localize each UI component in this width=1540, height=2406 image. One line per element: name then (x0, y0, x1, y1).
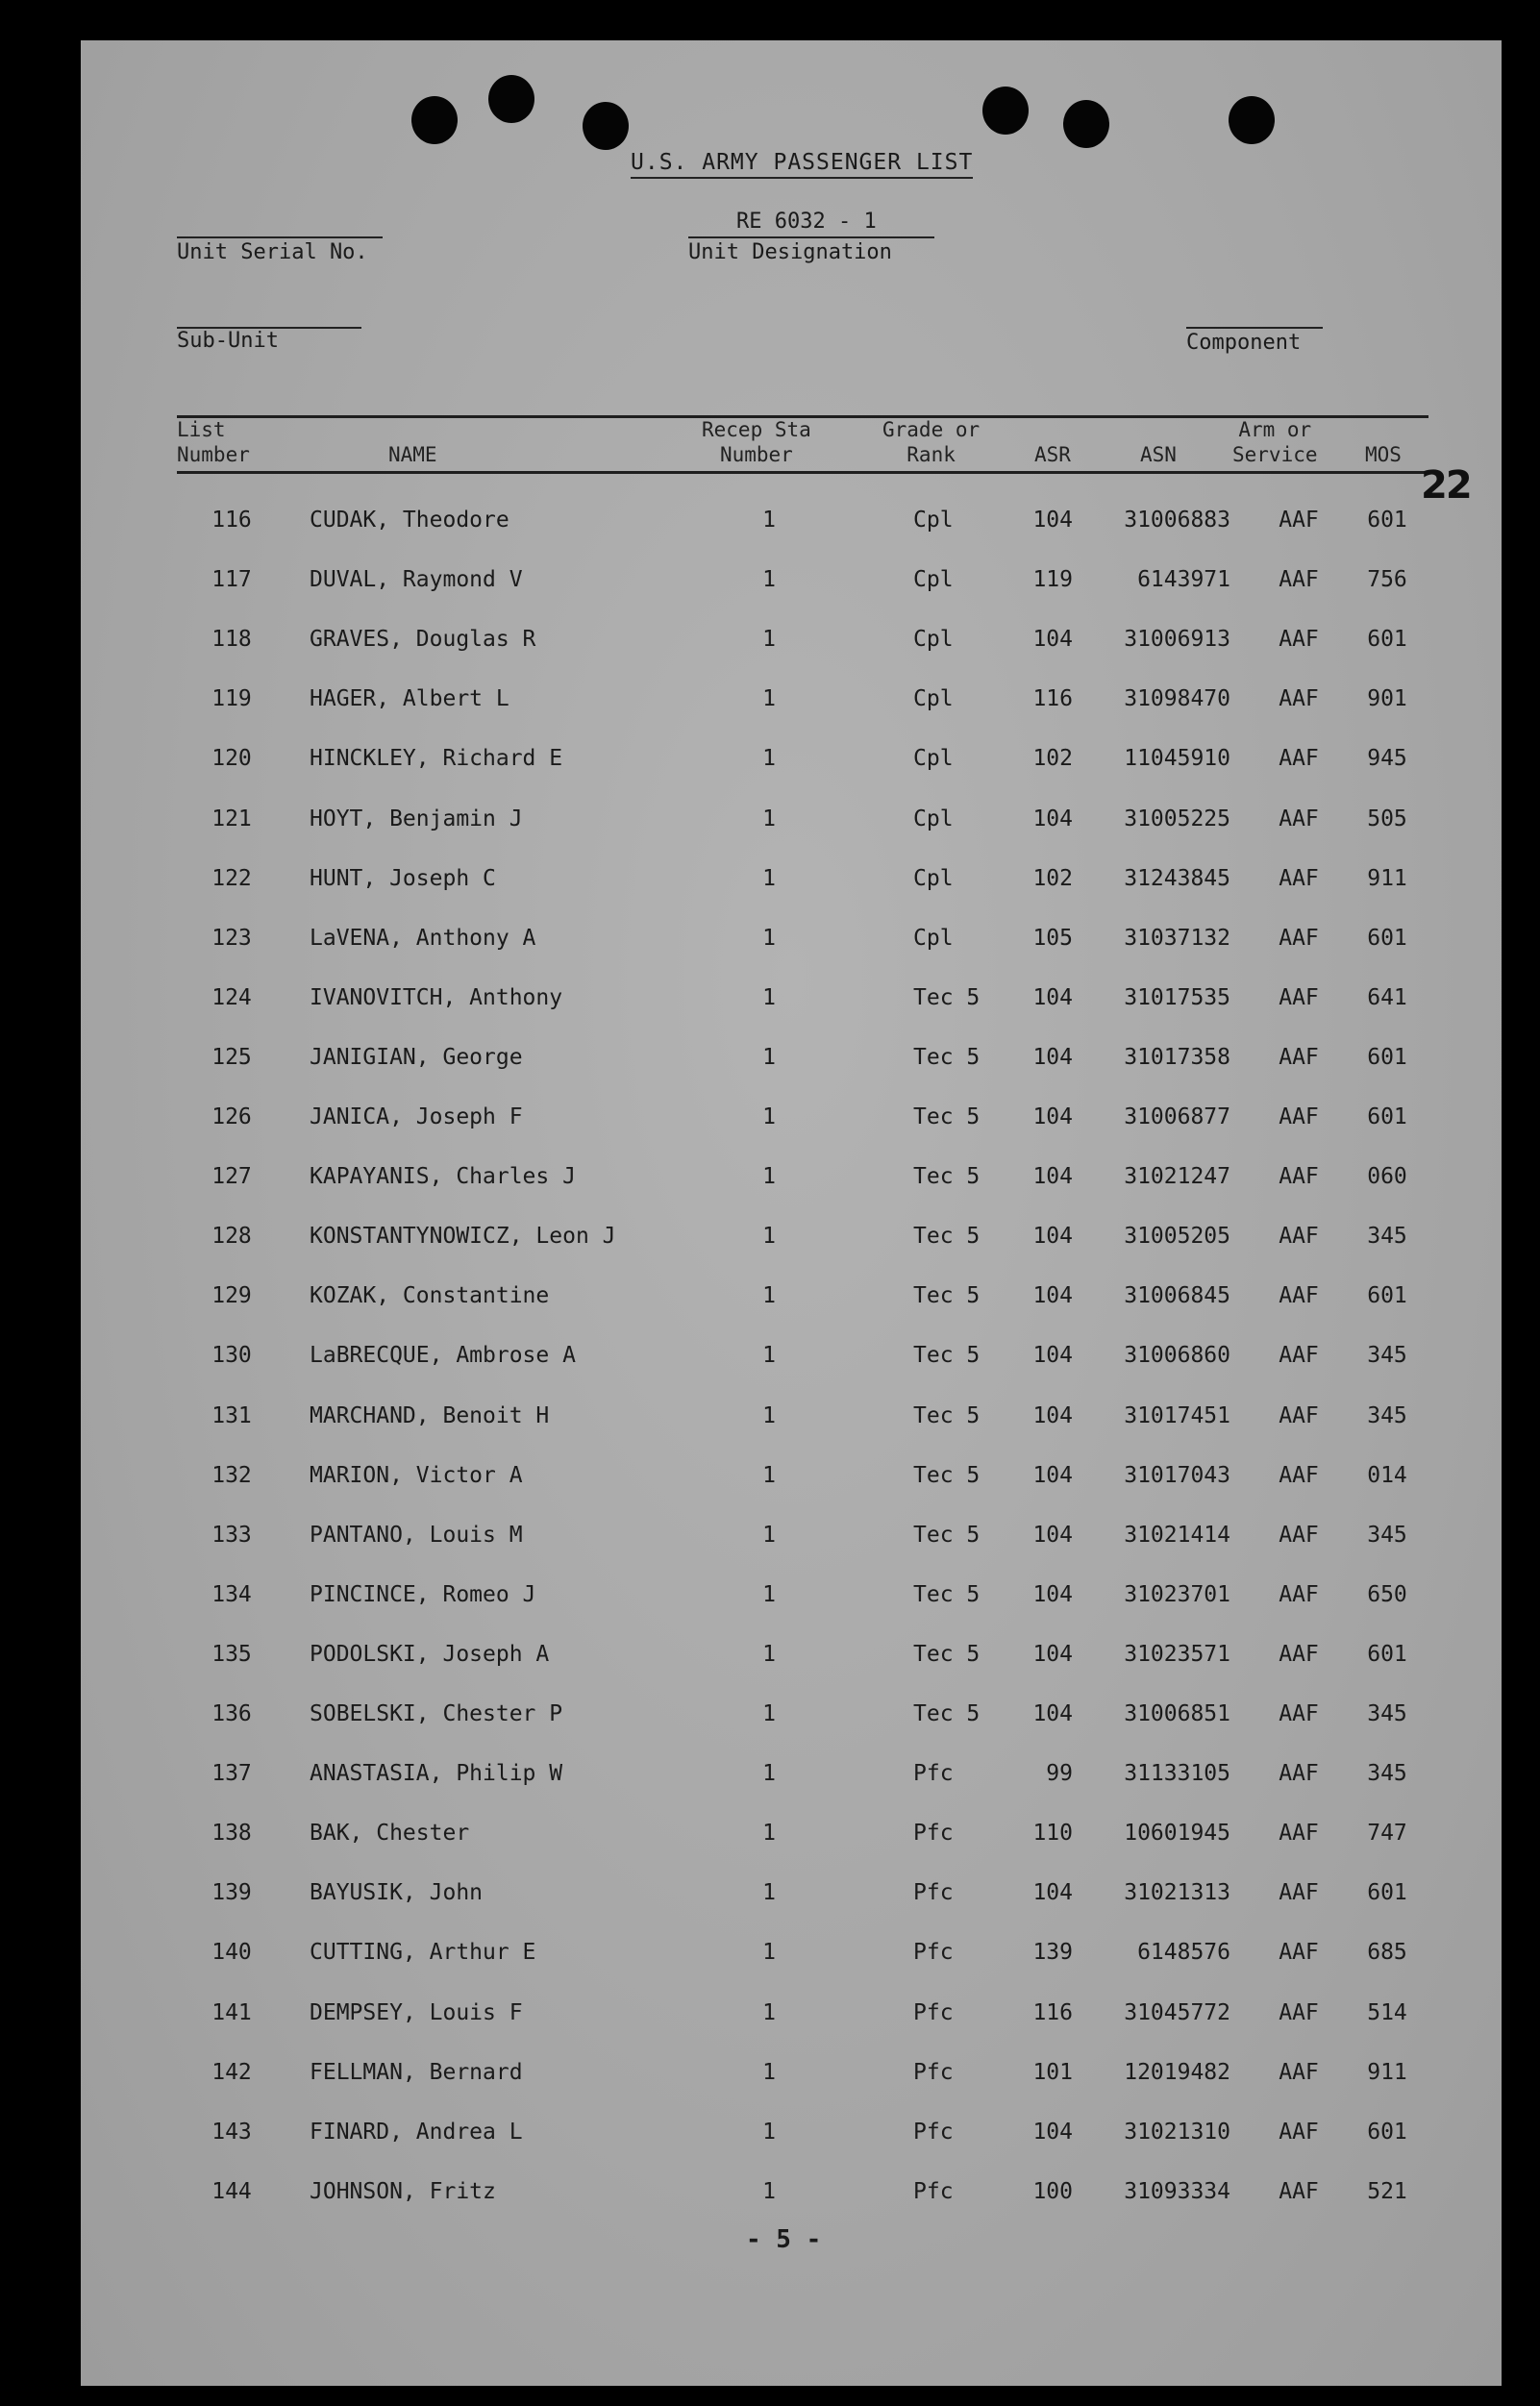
table-row (0, 2113, 1540, 2151)
row-recep-sta: 1 (762, 508, 776, 533)
row-name: FINARD, Andrea L (310, 2119, 523, 2145)
table-row (0, 501, 1540, 539)
row-asr: 104 (1032, 2119, 1073, 2145)
row-recep-sta: 1 (762, 1104, 776, 1129)
row-list-number: 120 (211, 746, 252, 772)
col-header-name: NAME (388, 443, 437, 466)
row-asn: 31021414 (1124, 1522, 1230, 1548)
row-asn: 31005205 (1124, 1224, 1230, 1250)
row-list-number: 128 (211, 1224, 252, 1250)
row-arm-service: AAF (1279, 1104, 1319, 1129)
row-mos: 601 (1367, 1283, 1407, 1309)
row-list-number: 135 (211, 1641, 252, 1667)
row-name: PANTANO, Louis M (310, 1522, 523, 1548)
row-asr: 104 (1032, 1880, 1073, 1906)
row-list-number: 122 (211, 865, 252, 891)
row-arm-service: AAF (1279, 1701, 1319, 1726)
row-grade: Tec 5 (913, 1462, 981, 1488)
row-asr: 104 (1032, 1581, 1073, 1607)
header-bottom-rule (177, 471, 1428, 474)
row-mos: 911 (1367, 865, 1407, 891)
row-asr: 102 (1032, 746, 1073, 772)
table-row (0, 680, 1540, 718)
table-row (0, 739, 1540, 778)
row-name: LaVENA, Anthony A (310, 925, 536, 951)
row-recep-sta: 1 (762, 925, 776, 951)
row-grade: Tec 5 (913, 1224, 981, 1250)
row-recep-sta: 1 (762, 1701, 776, 1726)
row-name: ANASTASIA, Philip W (310, 1761, 563, 1787)
row-asr: 104 (1032, 1641, 1073, 1667)
row-grade: Tec 5 (913, 1581, 981, 1607)
row-recep-sta: 1 (762, 686, 776, 712)
row-asr: 139 (1032, 1940, 1073, 1966)
unit-designation-value: RE 6032 - 1 (736, 210, 877, 234)
table-row (0, 620, 1540, 658)
row-mos: 601 (1367, 1104, 1407, 1129)
row-asn: 31133105 (1124, 1761, 1230, 1787)
row-grade: Pfc (913, 1940, 954, 1966)
row-list-number: 133 (211, 1522, 252, 1548)
punch-hole (1229, 96, 1275, 144)
punch-hole (411, 96, 458, 144)
row-asr: 104 (1032, 1522, 1073, 1548)
row-list-number: 139 (211, 1880, 252, 1906)
row-mos: 601 (1367, 1044, 1407, 1070)
row-name: MARION, Victor A (310, 1462, 523, 1488)
row-grade: Pfc (913, 1999, 954, 2025)
row-asn: 6143971 (1137, 567, 1230, 593)
row-list-number: 140 (211, 1940, 252, 1966)
page-title: U.S. ARMY PASSENGER LIST (631, 150, 973, 179)
row-name: CUDAK, Theodore (310, 508, 509, 533)
row-recep-sta: 1 (762, 1940, 776, 1966)
table-row (0, 560, 1540, 599)
row-mos: 601 (1367, 627, 1407, 653)
row-list-number: 123 (211, 925, 252, 951)
row-name: KOZAK, Constantine (310, 1283, 550, 1309)
punch-hole (488, 75, 534, 123)
row-asr: 104 (1032, 1343, 1073, 1369)
table-row (0, 1336, 1540, 1375)
row-recep-sta: 1 (762, 1880, 776, 1906)
row-recep-sta: 1 (762, 1522, 776, 1548)
row-list-number: 130 (211, 1343, 252, 1369)
row-grade: Cpl (913, 686, 954, 712)
row-arm-service: AAF (1279, 686, 1319, 712)
row-asn: 31017043 (1124, 1462, 1230, 1488)
row-asr: 100 (1032, 2178, 1073, 2204)
row-grade: Tec 5 (913, 1104, 981, 1129)
unit-serial-label: Unit Serial No. (177, 240, 368, 264)
row-arm-service: AAF (1279, 1581, 1319, 1607)
col-header-asn: ASN (1140, 443, 1177, 466)
row-name: KAPAYANIS, Charles J (310, 1164, 576, 1190)
table-row (0, 1814, 1540, 1852)
row-arm-service: AAF (1279, 1462, 1319, 1488)
table-row (0, 919, 1540, 957)
row-asn: 31037132 (1124, 925, 1230, 951)
table-row (0, 1098, 1540, 1136)
row-arm-service: AAF (1279, 806, 1319, 831)
unit-designation-label: Unit Designation (688, 240, 892, 264)
row-asn: 31021313 (1124, 1880, 1230, 1906)
row-recep-sta: 1 (762, 1999, 776, 2025)
row-list-number: 141 (211, 1999, 252, 2025)
row-recep-sta: 1 (762, 1343, 776, 1369)
row-asn: 31021310 (1124, 2119, 1230, 2145)
row-recep-sta: 1 (762, 1761, 776, 1787)
table-row (0, 1575, 1540, 1614)
table-row (0, 1516, 1540, 1554)
table-row (0, 1217, 1540, 1255)
row-asr: 104 (1032, 1044, 1073, 1070)
row-recep-sta: 1 (762, 1044, 776, 1070)
row-arm-service: AAF (1279, 1641, 1319, 1667)
row-grade: Cpl (913, 806, 954, 831)
row-mos: 601 (1367, 925, 1407, 951)
row-asr: 104 (1032, 1701, 1073, 1726)
row-mos: 601 (1367, 508, 1407, 533)
row-asn: 31006851 (1124, 1701, 1230, 1726)
table-row (0, 1994, 1540, 2032)
row-mos: 601 (1367, 1641, 1407, 1667)
row-asr: 119 (1032, 567, 1073, 593)
row-grade: Tec 5 (913, 1283, 981, 1309)
row-grade: Tec 5 (913, 1522, 981, 1548)
row-recep-sta: 1 (762, 806, 776, 831)
row-asr: 104 (1032, 1224, 1073, 1250)
col-header-list-number: List Number (177, 418, 250, 466)
row-grade: Pfc (913, 2178, 954, 2204)
row-name: JOHNSON, Fritz (310, 2178, 496, 2204)
row-grade: Cpl (913, 567, 954, 593)
row-recep-sta: 1 (762, 1462, 776, 1488)
row-mos: 601 (1367, 2119, 1407, 2145)
row-asn: 31006877 (1124, 1104, 1230, 1129)
row-mos: 756 (1367, 567, 1407, 593)
row-mos: 747 (1367, 1821, 1407, 1847)
row-list-number: 117 (211, 567, 252, 593)
document-page (81, 40, 1502, 2386)
row-asr: 104 (1032, 508, 1073, 533)
row-mos: 345 (1367, 1343, 1407, 1369)
row-arm-service: AAF (1279, 1224, 1319, 1250)
row-asr: 104 (1032, 1104, 1073, 1129)
row-arm-service: AAF (1279, 746, 1319, 772)
row-name: HUNT, Joseph C (310, 865, 496, 891)
row-recep-sta: 1 (762, 984, 776, 1010)
col-header-asr: ASR (1034, 443, 1071, 466)
row-name: GRAVES, Douglas R (310, 627, 536, 653)
row-grade: Cpl (913, 627, 954, 653)
component-label: Component (1186, 331, 1302, 355)
row-list-number: 118 (211, 627, 252, 653)
row-recep-sta: 1 (762, 1224, 776, 1250)
row-name: BAYUSIK, John (310, 1880, 484, 1906)
row-name: IVANOVITCH, Anthony (310, 984, 563, 1010)
row-asr: 104 (1032, 984, 1073, 1010)
row-list-number: 144 (211, 2178, 252, 2204)
table-row (0, 1038, 1540, 1077)
row-name: PODOLSKI, Joseph A (310, 1641, 550, 1667)
row-name: MARCHAND, Benoit H (310, 1402, 550, 1428)
table-row (0, 1277, 1540, 1315)
row-name: PINCINCE, Romeo J (310, 1581, 536, 1607)
row-name: JANICA, Joseph F (310, 1104, 523, 1129)
row-grade: Pfc (913, 1821, 954, 1847)
punch-hole (583, 102, 629, 150)
row-asn: 31098470 (1124, 686, 1230, 712)
row-name: HAGER, Albert L (310, 686, 509, 712)
row-mos: 345 (1367, 1701, 1407, 1726)
row-asn: 6148576 (1137, 1940, 1230, 1966)
table-row (0, 1754, 1540, 1793)
row-asn: 31006913 (1124, 627, 1230, 653)
row-list-number: 136 (211, 1701, 252, 1726)
row-asn: 31023571 (1124, 1641, 1230, 1667)
row-asr: 104 (1032, 1462, 1073, 1488)
row-recep-sta: 1 (762, 567, 776, 593)
row-recep-sta: 1 (762, 1164, 776, 1190)
row-mos: 345 (1367, 1224, 1407, 1250)
row-recep-sta: 1 (762, 2119, 776, 2145)
row-arm-service: AAF (1279, 1880, 1319, 1906)
row-asn: 31023701 (1124, 1581, 1230, 1607)
row-mos: 521 (1367, 2178, 1407, 2204)
unit-designation-underline (688, 236, 934, 238)
row-list-number: 143 (211, 2119, 252, 2145)
row-grade: Pfc (913, 1761, 954, 1787)
sub-unit-label: Sub-Unit (177, 329, 279, 353)
row-asr: 104 (1032, 806, 1073, 831)
row-arm-service: AAF (1279, 2178, 1319, 2204)
row-grade: Tec 5 (913, 984, 981, 1010)
row-arm-service: AAF (1279, 1940, 1319, 1966)
row-list-number: 131 (211, 1402, 252, 1428)
row-asn: 31006845 (1124, 1283, 1230, 1309)
row-arm-service: AAF (1279, 984, 1319, 1010)
row-recep-sta: 1 (762, 1641, 776, 1667)
table-row (0, 979, 1540, 1017)
row-arm-service: AAF (1279, 1402, 1319, 1428)
row-arm-service: AAF (1279, 1761, 1319, 1787)
row-name: LaBRECQUE, Ambrose A (310, 1343, 576, 1369)
row-name: DUVAL, Raymond V (310, 567, 523, 593)
row-arm-service: AAF (1279, 627, 1319, 653)
table-row (0, 1456, 1540, 1495)
row-mos: 945 (1367, 746, 1407, 772)
row-name: SOBELSKI, Chester P (310, 1701, 563, 1726)
row-grade: Tec 5 (913, 1402, 981, 1428)
row-name: KONSTANTYNOWICZ, Leon J (310, 1224, 616, 1250)
row-asn: 12019482 (1124, 2059, 1230, 2085)
row-list-number: 121 (211, 806, 252, 831)
row-asn: 10601945 (1124, 1821, 1230, 1847)
row-asn: 31093334 (1124, 2178, 1230, 2204)
row-grade: Cpl (913, 865, 954, 891)
row-asn: 31017451 (1124, 1402, 1230, 1428)
row-name: BAK, Chester (310, 1821, 470, 1847)
row-asr: 102 (1032, 865, 1073, 891)
row-asn: 31005225 (1124, 806, 1230, 831)
table-row (0, 1695, 1540, 1733)
row-arm-service: AAF (1279, 1044, 1319, 1070)
row-asr: 104 (1032, 1164, 1073, 1190)
row-asr: 105 (1032, 925, 1073, 951)
table-row (0, 2172, 1540, 2211)
row-asr: 104 (1032, 1402, 1073, 1428)
row-list-number: 119 (211, 686, 252, 712)
row-recep-sta: 1 (762, 1581, 776, 1607)
row-mos: 060 (1367, 1164, 1407, 1190)
row-grade: Tec 5 (913, 1701, 981, 1726)
row-asn: 31243845 (1124, 865, 1230, 891)
table-row (0, 1635, 1540, 1674)
corner-stamp-number: 22 (1421, 463, 1471, 508)
row-recep-sta: 1 (762, 746, 776, 772)
row-mos: 685 (1367, 1940, 1407, 1966)
col-header-recep-sta: Recep Sta Number (702, 418, 811, 466)
row-name: DEMPSEY, Louis F (310, 1999, 523, 2025)
row-recep-sta: 1 (762, 1283, 776, 1309)
row-name: HOYT, Benjamin J (310, 806, 523, 831)
row-asr: 104 (1032, 627, 1073, 653)
row-recep-sta: 1 (762, 627, 776, 653)
row-arm-service: AAF (1279, 925, 1319, 951)
row-arm-service: AAF (1279, 1164, 1319, 1190)
col-header-grade: Grade or Rank (882, 418, 981, 466)
row-list-number: 126 (211, 1104, 252, 1129)
row-mos: 345 (1367, 1402, 1407, 1428)
row-arm-service: AAF (1279, 1999, 1319, 2025)
row-grade: Pfc (913, 2119, 954, 2145)
row-asr: 110 (1032, 1821, 1073, 1847)
row-asn: 31006860 (1124, 1343, 1230, 1369)
row-asn: 31045772 (1124, 1999, 1230, 2025)
row-recep-sta: 1 (762, 2059, 776, 2085)
row-mos: 601 (1367, 1880, 1407, 1906)
row-mos: 650 (1367, 1581, 1407, 1607)
row-asr: 101 (1032, 2059, 1073, 2085)
row-list-number: 137 (211, 1761, 252, 1787)
row-mos: 514 (1367, 1999, 1407, 2025)
row-asr: 104 (1032, 1283, 1073, 1309)
row-grade: Cpl (913, 508, 954, 533)
row-recep-sta: 1 (762, 1402, 776, 1428)
row-mos: 505 (1367, 806, 1407, 831)
row-name: JANIGIAN, George (310, 1044, 523, 1070)
component-underline (1186, 327, 1323, 329)
row-recep-sta: 1 (762, 2178, 776, 2204)
row-list-number: 132 (211, 1462, 252, 1488)
row-list-number: 134 (211, 1581, 252, 1607)
row-asr: 116 (1032, 1999, 1073, 2025)
row-grade: Tec 5 (913, 1641, 981, 1667)
row-arm-service: AAF (1279, 2119, 1319, 2145)
row-grade: Cpl (913, 746, 954, 772)
row-arm-service: AAF (1279, 1821, 1319, 1847)
row-list-number: 116 (211, 508, 252, 533)
row-asn: 11045910 (1124, 746, 1230, 772)
row-asn: 31006883 (1124, 508, 1230, 533)
row-grade: Cpl (913, 925, 954, 951)
row-list-number: 124 (211, 984, 252, 1010)
row-arm-service: AAF (1279, 508, 1319, 533)
row-arm-service: AAF (1279, 567, 1319, 593)
col-header-mos: MOS (1365, 443, 1402, 466)
row-grade: Tec 5 (913, 1164, 981, 1190)
row-arm-service: AAF (1279, 1522, 1319, 1548)
row-mos: 014 (1367, 1462, 1407, 1488)
row-asr: 99 (1046, 1761, 1073, 1787)
row-grade: Tec 5 (913, 1343, 981, 1369)
row-asr: 116 (1032, 686, 1073, 712)
row-name: CUTTING, Arthur E (310, 1940, 536, 1966)
row-grade: Pfc (913, 1880, 954, 1906)
row-asn: 31017358 (1124, 1044, 1230, 1070)
row-name: FELLMAN, Bernard (310, 2059, 523, 2085)
row-list-number: 125 (211, 1044, 252, 1070)
row-name: HINCKLEY, Richard E (310, 746, 563, 772)
row-mos: 345 (1367, 1761, 1407, 1787)
table-row (0, 1157, 1540, 1196)
row-list-number: 138 (211, 1821, 252, 1847)
row-list-number: 127 (211, 1164, 252, 1190)
table-row (0, 800, 1540, 838)
row-mos: 641 (1367, 984, 1407, 1010)
table-row (0, 2053, 1540, 2092)
row-recep-sta: 1 (762, 1821, 776, 1847)
row-arm-service: AAF (1279, 865, 1319, 891)
row-recep-sta: 1 (762, 865, 776, 891)
table-row (0, 1933, 1540, 1972)
row-grade: Pfc (913, 2059, 954, 2085)
row-grade: Tec 5 (913, 1044, 981, 1070)
row-list-number: 142 (211, 2059, 252, 2085)
row-list-number: 129 (211, 1283, 252, 1309)
row-asn: 31017535 (1124, 984, 1230, 1010)
punch-hole (982, 87, 1029, 135)
row-arm-service: AAF (1279, 1343, 1319, 1369)
row-mos: 901 (1367, 686, 1407, 712)
table-row (0, 1397, 1540, 1435)
table-row (0, 859, 1540, 898)
row-mos: 911 (1367, 2059, 1407, 2085)
row-arm-service: AAF (1279, 2059, 1319, 2085)
col-header-arm-service: Arm or Service (1232, 418, 1318, 466)
row-asn: 31021247 (1124, 1164, 1230, 1190)
punch-hole (1063, 100, 1109, 148)
page-number: - 5 - (746, 2225, 822, 2254)
unit-serial-underline (177, 236, 383, 238)
row-mos: 345 (1367, 1522, 1407, 1548)
row-arm-service: AAF (1279, 1283, 1319, 1309)
table-row (0, 1873, 1540, 1912)
